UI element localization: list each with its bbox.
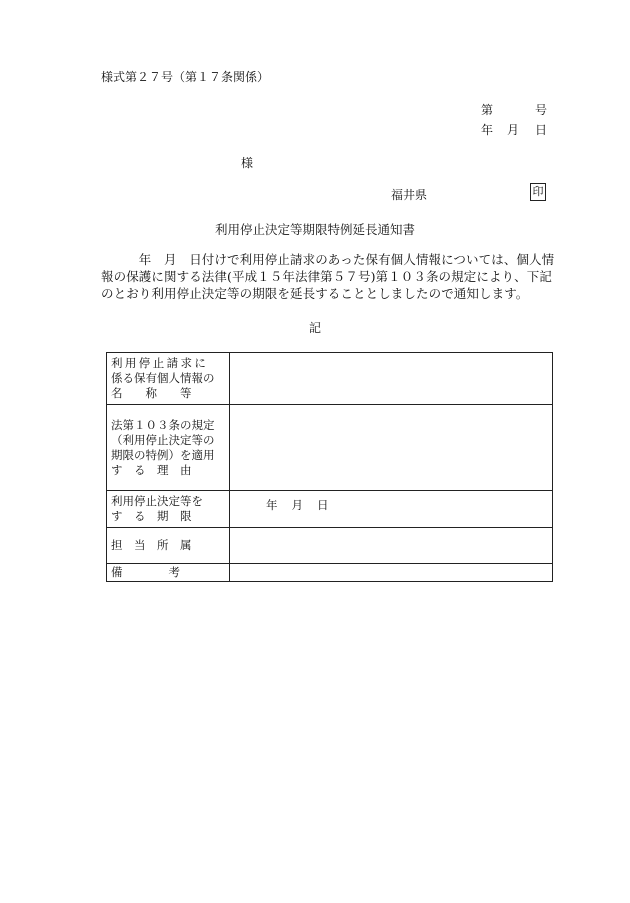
document-date-day: 日 xyxy=(535,123,548,137)
table-row xyxy=(107,564,553,582)
document-number-dai: 第 xyxy=(481,103,494,117)
ki-heading: 記 xyxy=(308,321,321,335)
row-label-remarks xyxy=(107,564,230,582)
label-line: 名 称 等 xyxy=(111,386,192,400)
document-date-month: 月 xyxy=(507,123,520,137)
details-table xyxy=(106,352,553,582)
label-line: す る 期 限 xyxy=(111,509,192,523)
deadline-month: 月 xyxy=(291,498,303,512)
label-line: 法第１０３条の規定 xyxy=(111,417,215,432)
document-number-block xyxy=(481,100,547,140)
table-row xyxy=(107,528,553,564)
deadline-year: 年 xyxy=(266,498,278,512)
label-line: 担 当 所 属 xyxy=(111,538,192,552)
label-line: す る 理 由 xyxy=(111,462,192,477)
addressee-suffix: 様 xyxy=(241,156,254,170)
value-remarks xyxy=(230,564,553,582)
row-label-department xyxy=(107,528,230,564)
value-personal-info-name xyxy=(230,353,553,405)
label-line: 利用停止請求に xyxy=(111,356,209,370)
document-date-line xyxy=(481,120,547,140)
label-line: 係る保有個人情報の xyxy=(111,371,215,385)
document-date-year: 年 xyxy=(481,123,494,137)
document-number-go: 号 xyxy=(535,103,548,117)
sender-name: 福井県 xyxy=(391,188,428,202)
label-line: 利用停止決定等を xyxy=(111,494,203,508)
document-number-line xyxy=(481,100,547,120)
label-line: 期限の特例）を適用 xyxy=(111,447,215,462)
document-title: 利用停止決定等期限特例延長通知書 xyxy=(214,222,415,237)
table-row xyxy=(107,405,553,491)
form-number: 様式第２７号（第１７条関係） xyxy=(101,70,270,84)
body-paragraph: 年 月 日付けで利用停止請求のあった保有個人情報については、個人情報の保護に関する法律(平成１５年法律第５７号)第１０３条の規定により、下記のとおり利用停止決定等の期限を延長することとしましたので通知します。 xyxy=(101,252,555,301)
table-row xyxy=(107,353,553,405)
row-label-decision-deadline xyxy=(107,491,230,528)
label-line: （利用停止決定等の xyxy=(111,432,215,447)
value-extension-reason xyxy=(230,405,553,491)
deadline-day: 日 xyxy=(317,498,329,512)
label-line: 備 考 xyxy=(111,565,180,579)
table-row xyxy=(107,491,553,528)
row-label-extension-reason xyxy=(107,405,230,491)
seal-stamp-box: 印 xyxy=(530,183,546,201)
row-label-personal-info-name xyxy=(107,353,230,405)
value-decision-deadline xyxy=(230,491,553,528)
value-department xyxy=(230,528,553,564)
